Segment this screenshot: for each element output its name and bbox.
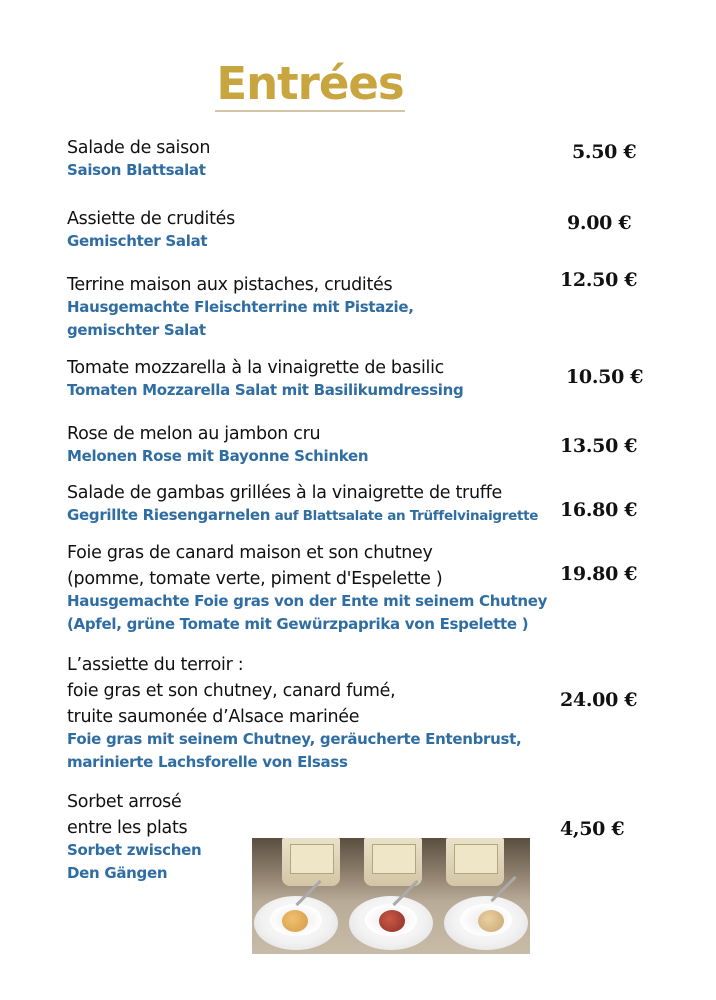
price: 16.80 € bbox=[560, 499, 638, 521]
dish-name-fr: L’assiette du terroir : bbox=[67, 655, 244, 675]
dish-name-de: Den Gängen bbox=[67, 864, 168, 882]
bottle-image bbox=[282, 838, 340, 886]
dish-name-de: gemischter Salat bbox=[67, 321, 206, 339]
dish-name-fr: Salade de saison bbox=[67, 138, 211, 158]
dish-name-de: Saison Blattsalat bbox=[67, 161, 206, 179]
dish-name-fr: Sorbet arrosé bbox=[67, 792, 182, 812]
bottle-image bbox=[446, 838, 504, 886]
menu-item bbox=[67, 482, 538, 528]
bottle-image bbox=[364, 838, 422, 886]
menu-item bbox=[67, 137, 210, 182]
price: 19.80 € bbox=[560, 563, 638, 585]
price: 4,50 € bbox=[560, 818, 625, 840]
price: 10.50 € bbox=[566, 366, 644, 388]
menu-item bbox=[67, 357, 463, 402]
dish-name-fr: truite saumonée d’Alsace marinée bbox=[67, 707, 360, 727]
dish-name-fr: Assiette de crudités bbox=[67, 209, 235, 229]
dish-name-de: Foie gras mit seinem Chutney, geräucherte Entenbrust, bbox=[67, 730, 522, 748]
dish-name-fr: entre les plats bbox=[67, 818, 188, 838]
dish-name-fr: Salade de gambas grillées à la vinaigrette de truffe bbox=[67, 483, 502, 503]
page-title: Entrées bbox=[216, 57, 404, 110]
dish-name-fr: (pomme, tomate verte, piment d'Espelette ) bbox=[67, 569, 443, 589]
sorbet-plate bbox=[444, 896, 528, 950]
menu-item bbox=[67, 423, 368, 468]
dish-name-fr: Terrine maison aux pistaches, crudités bbox=[67, 275, 393, 295]
price: 9.00 € bbox=[567, 212, 632, 234]
dish-name-fr: Foie gras de canard maison et son chutney bbox=[67, 543, 433, 563]
price: 5.50 € bbox=[572, 141, 637, 163]
dish-name-de: Sorbet zwischen bbox=[67, 841, 202, 859]
dish-name-de: Tomaten Mozzarella Salat mit Basilikumdressing bbox=[67, 381, 464, 399]
menu-item bbox=[67, 791, 201, 885]
dish-name-fr: Tomate mozzarella à la vinaigrette de basilic bbox=[67, 358, 444, 378]
price: 13.50 € bbox=[560, 435, 638, 457]
price: 12.50 € bbox=[560, 269, 638, 291]
dish-name-de: (Apfel, grüne Tomate mit Gewürzpaprika von Espelette ) bbox=[67, 615, 529, 633]
menu-item bbox=[67, 542, 547, 636]
price: 24.00 € bbox=[560, 689, 638, 711]
dish-name-de: Gemischter Salat bbox=[67, 232, 208, 250]
menu-item bbox=[67, 654, 521, 774]
dish-name-de bbox=[67, 504, 538, 528]
menu-item bbox=[67, 274, 414, 342]
dish-name-fr: foie gras et son chutney, canard fumé, bbox=[67, 681, 396, 701]
sorbet-plate bbox=[349, 896, 433, 950]
dish-name-de: Hausgemachte Foie gras von der Ente mit seinem Chutney bbox=[67, 592, 548, 610]
dish-name-de-main: Gegrillte Riesengarnelen bbox=[67, 506, 271, 524]
dish-name-de: marinierte Lachsforelle von Elsass bbox=[67, 753, 348, 771]
menu-item bbox=[67, 208, 235, 253]
sorbet-photo bbox=[252, 838, 530, 954]
dish-name-de-detail: auf Blattsalate an Trüffelvinaigrette bbox=[270, 508, 539, 524]
dish-name-de: Hausgemachte Fleischterrine mit Pistazie, bbox=[67, 298, 414, 316]
dish-name-fr: Rose de melon au jambon cru bbox=[67, 424, 321, 444]
dish-name-de: Melonen Rose mit Bayonne Schinken bbox=[67, 447, 369, 465]
